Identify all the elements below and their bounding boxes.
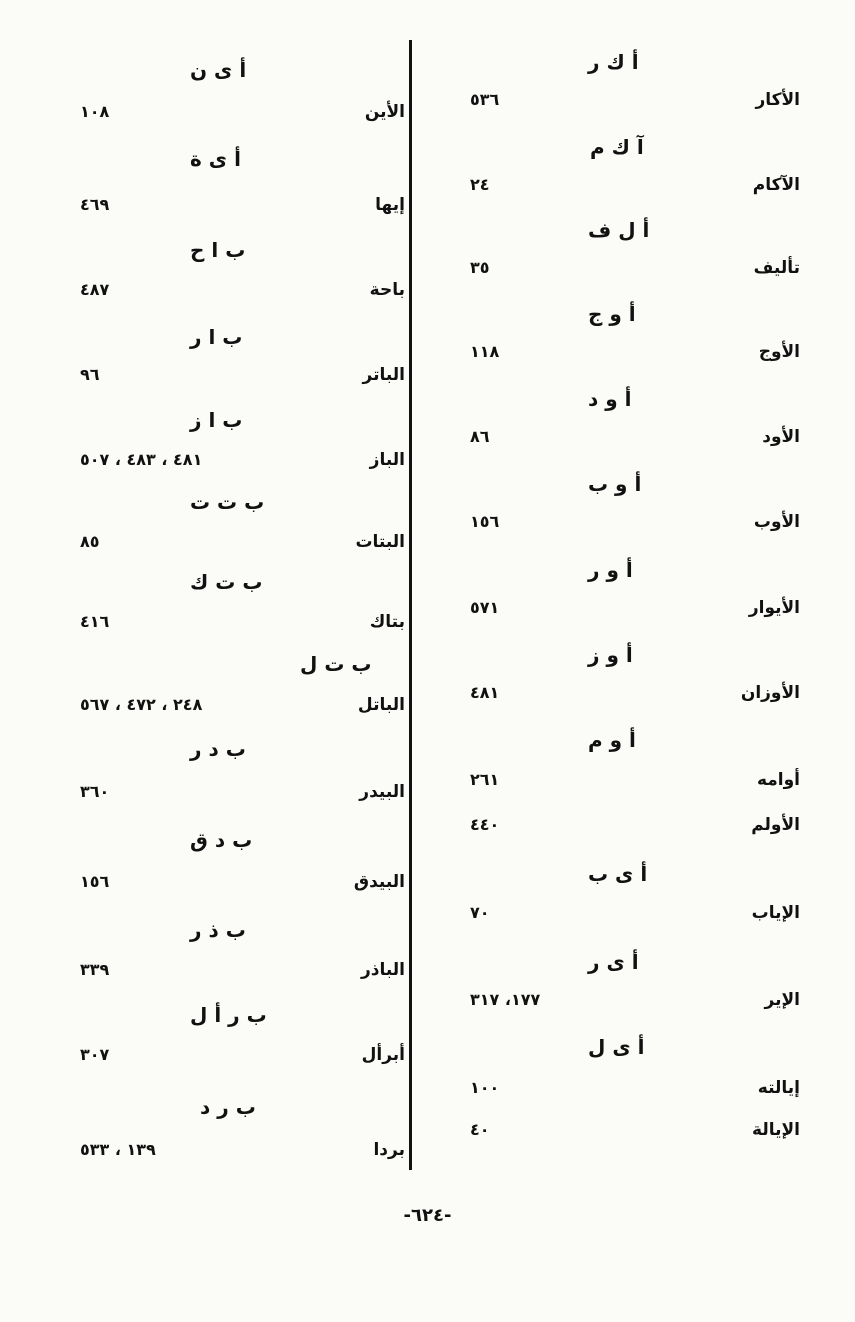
root-heading: أ و م — [588, 728, 636, 752]
index-entry — [440, 427, 800, 461]
entry-pages: ٥٣٦ — [470, 90, 500, 109]
index-entry — [60, 532, 405, 566]
entry-pages: ٤٨١ — [470, 683, 500, 702]
entry-pages: ٤٨١ ، ٤٨٣ ، ٥٠٧ — [80, 450, 203, 469]
entry-pages: ٨٦ — [470, 427, 490, 446]
entry-word: أوامه — [756, 770, 800, 790]
root-heading: ب ت ل — [300, 652, 372, 676]
entry-word: الإياب — [751, 903, 800, 923]
entry-pages: ٤٦٩ — [80, 195, 110, 214]
entry-pages: ١٠٨ — [80, 102, 110, 121]
entry-pages: ٥٧١ — [470, 598, 500, 617]
index-entry — [60, 872, 405, 906]
entry-word: إيالته — [757, 1078, 800, 1098]
index-entry — [440, 903, 800, 937]
entry-pages: ١٠٠ — [470, 1078, 500, 1097]
root-heading: أ ك ر — [588, 50, 639, 74]
entry-pages: ١٥٦ — [80, 872, 110, 891]
entry-pages: ٤٤٠ — [470, 815, 500, 834]
entry-word: الأيوار — [748, 598, 800, 618]
entry-pages: ١٥٦ — [470, 512, 500, 531]
entry-pages: ٢٦١ — [470, 770, 500, 789]
root-heading: أ و د — [588, 387, 632, 411]
root-heading: ب ر أ ل — [190, 1003, 267, 1027]
entry-word: باحة — [369, 280, 405, 300]
root-heading: ب ا ر — [190, 325, 243, 349]
entry-pages: ٣٣٩ — [80, 960, 110, 979]
index-entry — [60, 612, 405, 646]
root-heading: ب د ر — [190, 737, 246, 761]
index-entry — [440, 258, 800, 292]
page-number: -٦٢٤- — [403, 1205, 452, 1226]
root-heading: ب د ق — [190, 828, 253, 852]
left-column — [60, 0, 405, 1200]
index-entry — [440, 770, 800, 804]
root-heading: أ ى ن — [190, 58, 247, 82]
entry-pages: ٨٥ — [80, 532, 100, 551]
index-entry — [440, 598, 800, 632]
index-entry — [440, 1078, 800, 1112]
root-heading: أ و ز — [588, 643, 633, 667]
root-heading: ب ر د — [200, 1095, 256, 1119]
root-heading: أ ى ر — [588, 950, 639, 974]
right-column — [440, 0, 800, 1200]
entry-word: الأود — [762, 427, 800, 447]
entry-pages: ٧٠ — [470, 903, 490, 922]
entry-pages: ٢٤٨ ، ٤٧٢ ، ٥٦٧ — [80, 695, 203, 714]
entry-word: الأولم — [751, 815, 800, 835]
root-heading: أ و ب — [588, 472, 642, 496]
root-heading: أ ى ة — [190, 147, 241, 171]
root-heading: ب ا ز — [190, 408, 243, 432]
index-entry — [440, 175, 800, 209]
index-entry — [60, 1140, 405, 1174]
index-entry — [60, 782, 405, 816]
index-entry — [440, 683, 800, 717]
entry-pages: ١٧٧، ٣١٧ — [470, 990, 541, 1009]
root-heading: أ و ر — [588, 558, 633, 582]
entry-word: إيها — [375, 195, 405, 215]
entry-pages: ٤٨٧ — [80, 280, 110, 299]
root-heading: أ ى ل — [588, 1035, 645, 1059]
index-entry — [60, 450, 405, 484]
entry-word: الباز — [369, 450, 405, 470]
index-entry — [60, 280, 405, 314]
index-entry — [440, 990, 800, 1024]
entry-pages: ١١٨ — [470, 342, 500, 361]
index-entry — [60, 102, 405, 136]
entry-word: البتات — [355, 532, 405, 552]
entry-pages: ٢٤ — [470, 175, 490, 194]
entry-word: الإيالة — [752, 1120, 800, 1140]
root-heading: أ و ج — [588, 302, 636, 326]
entry-pages: ٩٦ — [80, 365, 100, 384]
entry-word: بتاك — [369, 612, 405, 632]
entry-word: الأوج — [758, 342, 800, 362]
entry-word: الأكار — [755, 90, 800, 110]
index-entry — [60, 695, 405, 729]
root-heading: ب ذ ر — [190, 918, 246, 942]
root-heading: ب ا ح — [190, 238, 246, 262]
index-entry — [60, 195, 405, 229]
entry-word: البيدق — [353, 872, 405, 892]
entry-word: الأوب — [753, 512, 800, 532]
entry-pages: ٣٦٠ — [80, 782, 110, 801]
index-entry — [60, 1045, 405, 1079]
column-divider — [409, 40, 412, 1170]
entry-pages: ٣٥ — [470, 258, 490, 277]
root-heading: آ ك م — [590, 135, 644, 159]
entry-word: الإير — [764, 990, 800, 1010]
entry-word: أبرأل — [361, 1045, 405, 1065]
entry-word: تأليف — [753, 258, 800, 278]
entry-pages: ٤١٦ — [80, 612, 110, 631]
entry-word: الباتر — [362, 365, 405, 385]
entry-word: بردا — [373, 1140, 405, 1160]
index-entry — [440, 1120, 800, 1154]
entry-word: البيدر — [359, 782, 405, 802]
index-entry — [440, 512, 800, 546]
entry-pages: ١٣٩ ، ٥٣٣ — [80, 1140, 156, 1159]
entry-pages: ٣٠٧ — [80, 1045, 110, 1064]
root-heading: أ ل ف — [588, 218, 650, 242]
entry-word: الباتل — [357, 695, 405, 715]
index-entry — [440, 90, 800, 124]
root-heading: ب ت ك — [190, 570, 263, 594]
entry-word: الباذر — [360, 960, 405, 980]
index-entry — [60, 960, 405, 994]
index-entry — [440, 342, 800, 376]
entry-pages: ٤٠ — [470, 1120, 490, 1139]
entry-word: الأوزان — [740, 683, 800, 703]
root-heading: ب ت ت — [190, 490, 265, 514]
entry-word: الأين — [364, 102, 405, 122]
index-entry — [60, 365, 405, 399]
root-heading: أ ى ب — [588, 862, 648, 886]
entry-word: الآكام — [752, 175, 800, 195]
index-entry — [440, 815, 800, 849]
